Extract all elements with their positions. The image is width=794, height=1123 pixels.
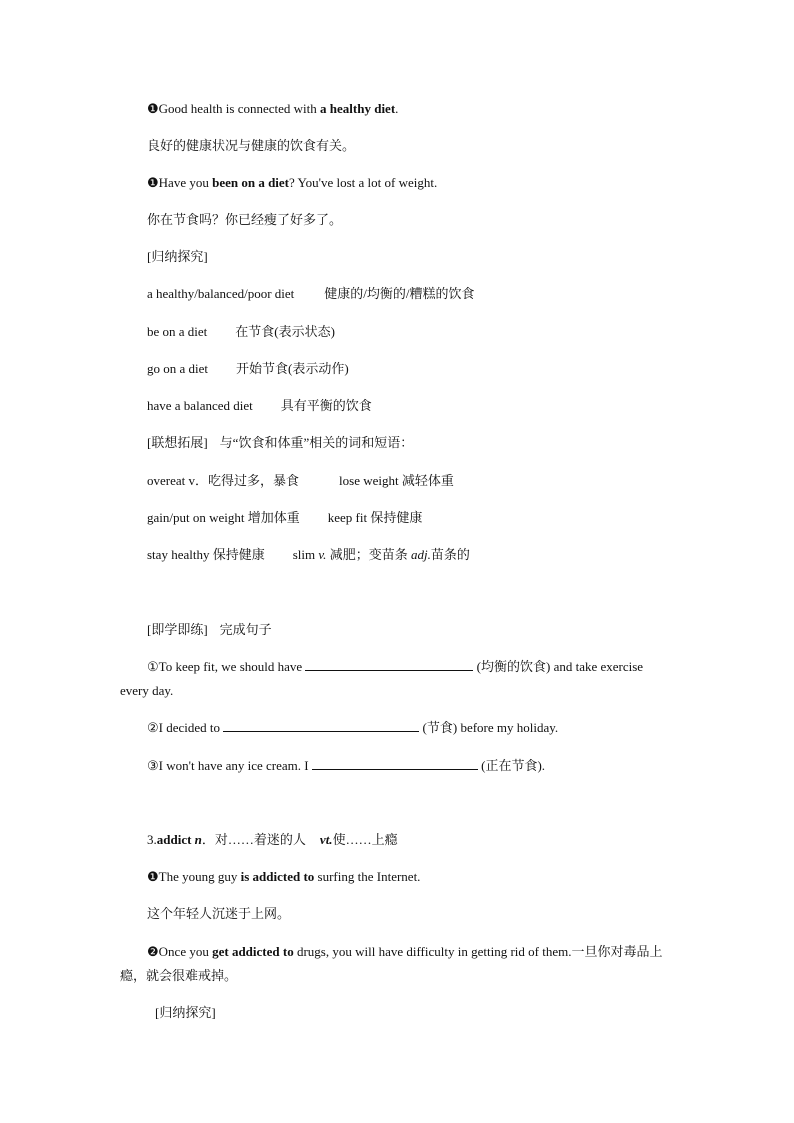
example-sentence-4: ❷Once you get addicted to drugs, you will have difficulty in getting rid of them.一旦你对毒品上瘾，就会很难戒掉。 <box>120 944 663 983</box>
phrase-item: go on a diet 开始节食(表示动作) <box>147 361 349 376</box>
related-word-row: stay healthy 保持健康 slim v. 减肥；变苗条 adj.苗条的 <box>147 547 470 562</box>
circled-number-marker: ❷ <box>147 944 159 959</box>
translation-2: 你在节食吗？你已经瘦了好多了。 <box>147 212 343 227</box>
answer-blank-1[interactable] <box>305 658 473 671</box>
vocab-entry-addict: 3.addict n．对……着迷的人 vt.使……上瘾 <box>147 832 398 847</box>
practice-question-3: ③I won't have any ice cream. I (正在节食). <box>147 758 546 773</box>
related-word-row: gain/put on weight 增加体重 keep fit 保持健康 <box>147 510 423 525</box>
section-heading-summary: [归纳探究] <box>147 249 208 264</box>
related-word-row: overeat v．吃得过多，暴食 lose weight 减轻体重 <box>147 473 454 488</box>
translation-1: 良好的健康状况与健康的饮食有关。 <box>147 138 356 153</box>
phrase-item: be on a diet 在节食(表示状态) <box>147 324 335 339</box>
practice-question-1-cont: every day. <box>120 683 174 698</box>
answer-blank-2[interactable] <box>223 719 419 732</box>
key-phrase: is addicted to <box>240 869 315 884</box>
section-heading-extend: [联想拓展] 与“饮食和体重”相关的词和短语： <box>147 435 414 450</box>
practice-question-1: ①To keep fit, we should have (均衡的饮食) and take exercise <box>147 659 644 674</box>
practice-question-2: ②I decided to (节食) before my holiday. <box>147 720 559 735</box>
answer-blank-3[interactable] <box>312 757 478 770</box>
vocab-word: addict <box>156 832 195 847</box>
section-heading-summary-2: [归纳探究] <box>155 1005 216 1020</box>
circled-number-marker: ❶ <box>147 175 159 190</box>
example-sentence-3: ❶The young guy is addicted to surfing the Internet. <box>147 869 421 884</box>
key-phrase: get addicted to <box>212 944 294 959</box>
phrase-item: a healthy/balanced/poor diet 健康的/均衡的/糟糕的饮食 <box>147 286 475 301</box>
translation-3: 这个年轻人沉迷于上网。 <box>147 906 291 921</box>
circled-number-marker: ❶ <box>147 869 159 884</box>
circled-number-marker: ❶ <box>147 101 159 116</box>
example-sentence-2: ❶Have you been on a diet? You've lost a lot of weight. <box>147 175 438 190</box>
section-heading-practice: [即学即练] 完成句子 <box>147 622 272 637</box>
phrase-item: have a balanced diet 具有平衡的饮食 <box>147 398 372 413</box>
key-phrase: been on a diet <box>212 175 290 190</box>
key-phrase: a healthy diet <box>320 101 396 116</box>
example-sentence-1: ❶Good health is connected with a healthy diet. <box>147 101 399 116</box>
